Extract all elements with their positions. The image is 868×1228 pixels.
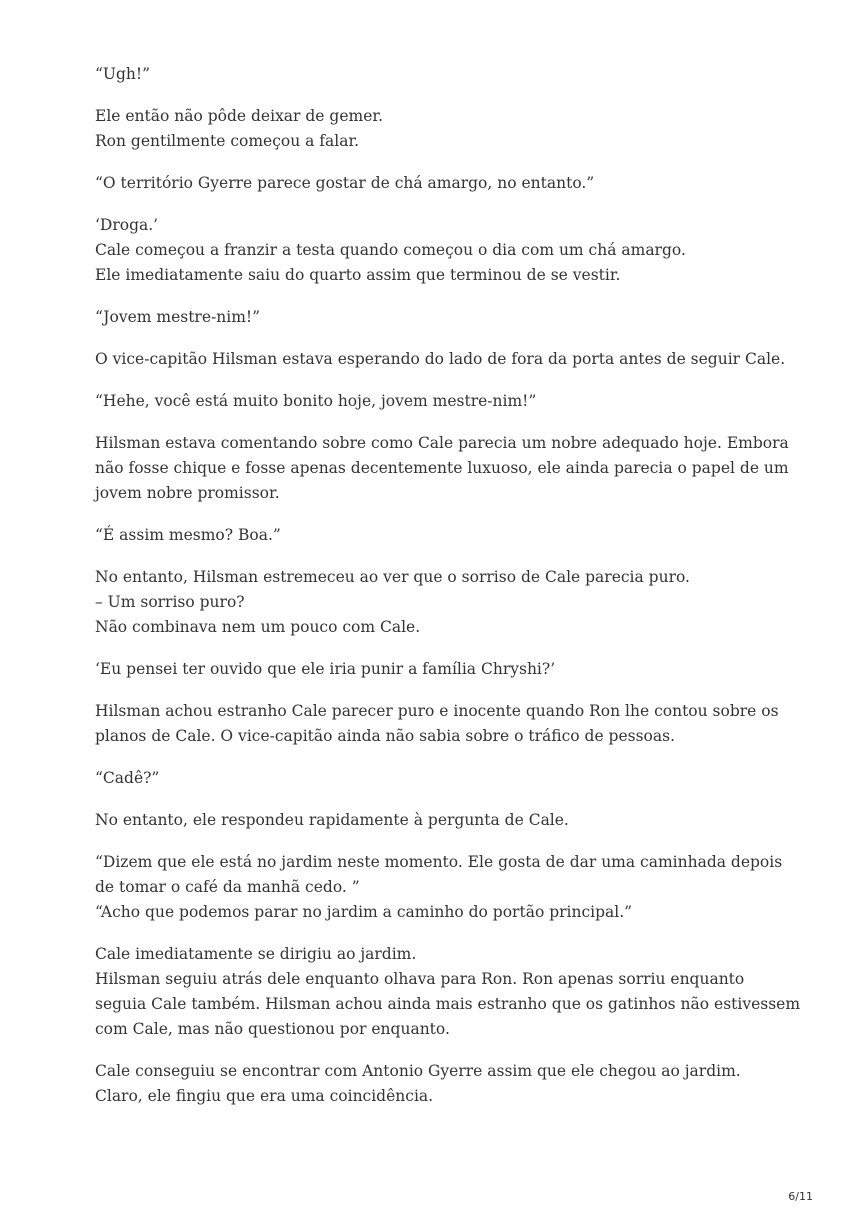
- page-number: 6/11: [788, 1190, 813, 1203]
- text-line: “Cadê?”: [95, 769, 160, 787]
- text-line: “Hehe, você está muito bonito hoje, jovem mestre-nim!”: [95, 392, 537, 410]
- text-line: planos de Cale. O vice-capitão ainda não sabia sobre o tráfico de pessoas.: [95, 727, 676, 745]
- paragraph: [95, 808, 795, 833]
- text-line: Cale imediatamente se dirigiu ao jardim.: [95, 945, 417, 963]
- paragraph: [95, 942, 801, 1042]
- text-line: jovem nobre promissor.: [95, 484, 280, 502]
- text-line: seguia Cale também. Hilsman achou ainda mais estranho que os gatinhos não estivessem: [95, 995, 801, 1013]
- text-line: – Um sorriso puro?: [95, 593, 245, 611]
- text-line: Cale começou a franzir a testa quando começou o dia com um chá amargo.: [95, 241, 686, 259]
- text-line: O vice-capitão Hilsman estava esperando do lado de fora da porta antes de seguir Cale.: [95, 350, 786, 368]
- text-line: Cale conseguiu se encontrar com Antonio Gyerre assim que ele chegou ao jardim.: [95, 1062, 741, 1080]
- document-body: [95, 62, 801, 1126]
- text-line: Ele imediatamente saiu do quarto assim que terminou de se vestir.: [95, 266, 621, 284]
- text-line: ‘Eu pensei ter ouvido que ele iria punir a família Chryshi?’: [95, 660, 556, 678]
- text-line: “Ugh!”: [95, 65, 151, 83]
- text-line: Não combinava nem um pouco com Cale.: [95, 618, 421, 636]
- text-line: “Acho que podemos parar no jardim a caminho do portão principal.”: [95, 903, 633, 921]
- text-line: Ele então não pôde deixar de gemer.: [95, 107, 384, 125]
- text-line: “Jovem mestre-nim!”: [95, 308, 261, 326]
- paragraph: [95, 431, 795, 506]
- paragraph: [95, 104, 795, 154]
- text-line: não fosse chique e fosse apenas decentemente luxuoso, ele ainda parecia o papel de um: [95, 459, 789, 477]
- paragraph: [95, 305, 795, 330]
- text-line: No entanto, Hilsman estremeceu ao ver que o sorriso de Cale parecia puro.: [95, 568, 690, 586]
- paragraph: [95, 347, 795, 372]
- text-line: ‘Droga.’: [95, 216, 159, 234]
- paragraph: [95, 657, 795, 682]
- paragraph: [95, 850, 795, 925]
- text-line: “O território Gyerre parece gostar de chá amargo, no entanto.”: [95, 174, 595, 192]
- text-line: com Cale, mas não questionou por enquanto.: [95, 1020, 450, 1038]
- text-line: Claro, ele fingiu que era uma coincidência.: [95, 1087, 434, 1105]
- paragraph: [95, 213, 795, 288]
- text-line: Ron gentilmente começou a falar.: [95, 132, 360, 150]
- text-line: Hilsman achou estranho Cale parecer puro e inocente quando Ron lhe contou sobre os: [95, 702, 779, 720]
- text-line: Hilsman estava comentando sobre como Cale parecia um nobre adequado hoje. Embora: [95, 434, 789, 452]
- text-line: “É assim mesmo? Boa.”: [95, 526, 281, 544]
- text-line: No entanto, ele respondeu rapidamente à pergunta de Cale.: [95, 811, 569, 829]
- paragraph: [95, 523, 795, 548]
- paragraph: [95, 766, 795, 791]
- paragraph: [95, 565, 795, 640]
- paragraph: [95, 1059, 795, 1109]
- paragraph: [95, 171, 795, 196]
- text-line: Hilsman seguiu atrás dele enquanto olhava para Ron. Ron apenas sorriu enquanto: [95, 970, 745, 988]
- text-line: de tomar o café da manhã cedo. ”: [95, 878, 360, 896]
- paragraph: [95, 389, 795, 414]
- paragraph: [95, 699, 795, 749]
- paragraph: [95, 62, 795, 87]
- text-line: “Dizem que ele está no jardim neste momento. Ele gosta de dar uma caminhada depois: [95, 853, 783, 871]
